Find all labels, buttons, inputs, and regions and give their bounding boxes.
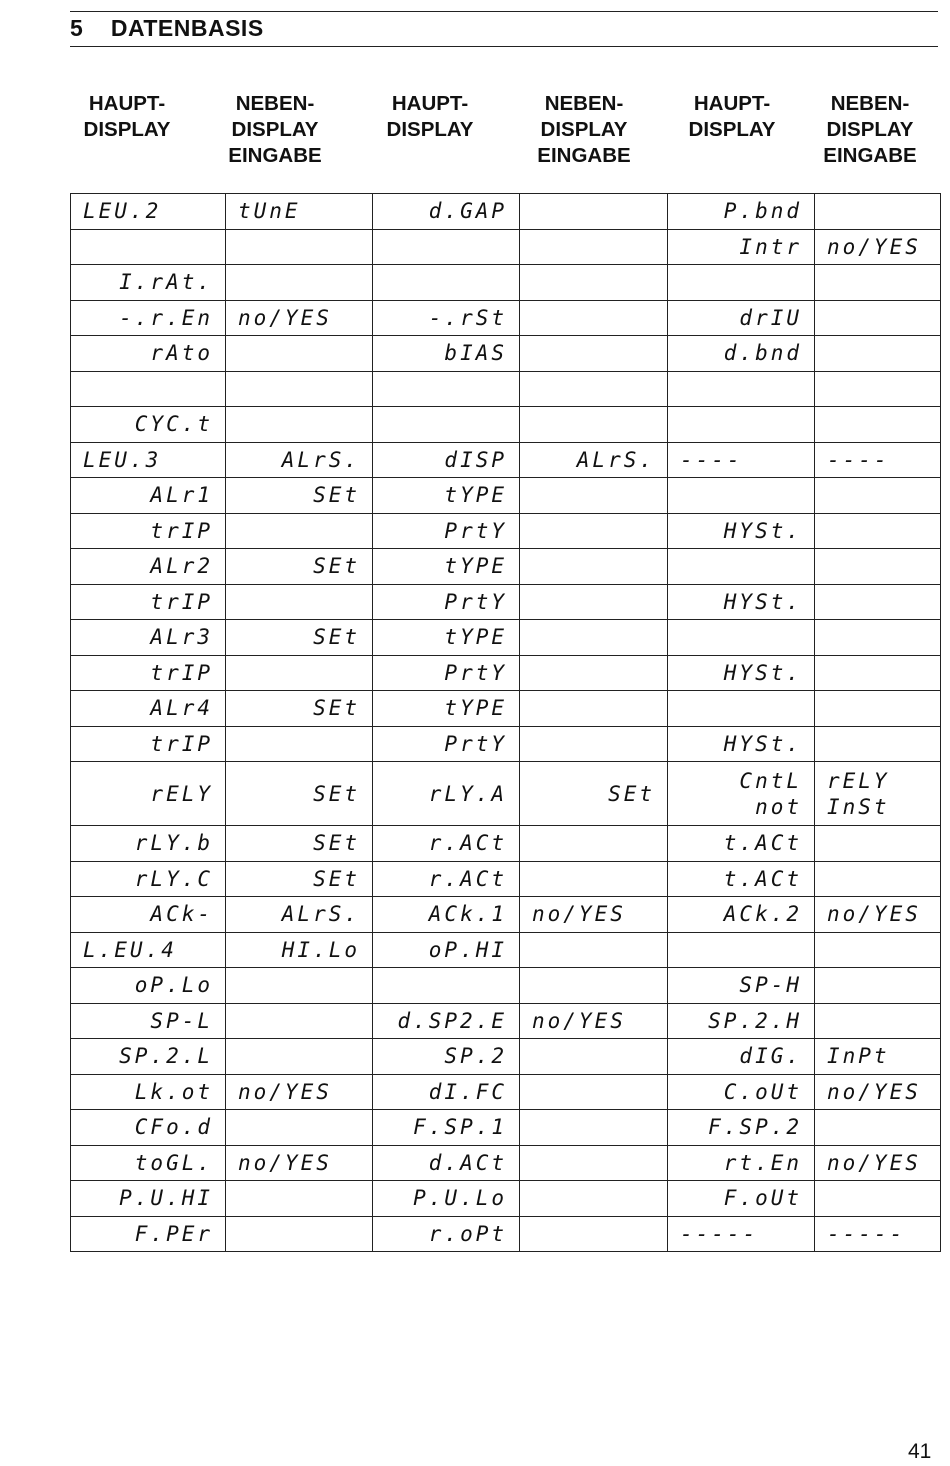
column-header: HAUPT- DISPLAY (688, 92, 776, 141)
table-cell: SEt (226, 762, 373, 826)
table-cell: trIP (71, 584, 226, 620)
table-cell: ACk- (71, 897, 226, 933)
table-cell: r.oPt (373, 1216, 520, 1252)
parameter-table (70, 193, 941, 1252)
table-cell: oP.HI (373, 932, 520, 968)
table-row (71, 336, 941, 372)
table-cell: d.GAP (373, 194, 520, 230)
table-cell: bIAS (373, 336, 520, 372)
column-header: HAUPT- DISPLAY (386, 92, 474, 141)
table-cell: -.r.En (71, 300, 226, 336)
table-cell: PrtY (373, 513, 520, 549)
title-underline (70, 46, 938, 47)
table-cell: F.SP.2 (668, 1110, 815, 1146)
table-row (71, 194, 941, 230)
table-row (71, 584, 941, 620)
table-cell: no/YES (226, 300, 373, 336)
table-cell: rLY.C (71, 861, 226, 897)
table-cell: ----- (668, 1216, 815, 1252)
table-cell (668, 371, 815, 407)
table-cell: rAto (71, 336, 226, 372)
table-cell: no/YES (520, 1003, 668, 1039)
table-cell (815, 336, 941, 372)
table-cell: P.U.HI (71, 1181, 226, 1217)
table-cell: SP-L (71, 1003, 226, 1039)
table-cell: d.SP2.E (373, 1003, 520, 1039)
table-cell: tYPE (373, 691, 520, 727)
table-row (71, 655, 941, 691)
table-cell: SP.2 (373, 1039, 520, 1075)
table-cell: I.rAt. (71, 265, 226, 301)
table-cell: rt.En (668, 1145, 815, 1181)
table-cell: LEU.3 (71, 442, 226, 478)
table-cell: d.bnd (668, 336, 815, 372)
table-cell: ----- (815, 1216, 941, 1252)
table-cell: ALr4 (71, 691, 226, 727)
table-cell (373, 407, 520, 443)
page-number: 41 (908, 1440, 932, 1463)
table-cell (520, 861, 668, 897)
section-title: 5 DATENBASIS (70, 15, 264, 41)
table-cell (668, 691, 815, 727)
column-header: HAUPT- DISPLAY (83, 92, 171, 141)
table-cell: CntL not (668, 762, 815, 826)
table-cell (815, 968, 941, 1004)
table-cell: ALrS. (226, 442, 373, 478)
table-cell: F.oUt (668, 1181, 815, 1217)
table-cell: t.ACt (668, 826, 815, 862)
table-cell: no/YES (815, 897, 941, 933)
table-cell: HI.Lo (226, 932, 373, 968)
table-cell: rELY InSt (815, 762, 941, 826)
table-cell: drIU (668, 300, 815, 336)
table-cell: tYPE (373, 478, 520, 514)
table-cell (668, 478, 815, 514)
table-cell (520, 691, 668, 727)
table-cell (71, 371, 226, 407)
table-cell (226, 726, 373, 762)
table-cell (520, 1145, 668, 1181)
table-cell (668, 407, 815, 443)
table-cell: ACk.2 (668, 897, 815, 933)
table-row (71, 1110, 941, 1146)
table-cell (815, 620, 941, 656)
table-cell: rELY (71, 762, 226, 826)
table-cell: t.ACt (668, 861, 815, 897)
table-cell: LEU.2 (71, 194, 226, 230)
table-row (71, 442, 941, 478)
table-cell (373, 229, 520, 265)
table-cell: SEt (226, 549, 373, 585)
table-cell: PrtY (373, 655, 520, 691)
column-header: NEBEN- DISPLAY EINGABE (823, 92, 917, 167)
table-row (71, 300, 941, 336)
table-row (71, 968, 941, 1004)
table-cell (815, 826, 941, 862)
table-cell (373, 968, 520, 1004)
table-cell (226, 1003, 373, 1039)
table-row (71, 371, 941, 407)
table-cell (226, 229, 373, 265)
table-cell: ALr1 (71, 478, 226, 514)
table-cell: SP-H (668, 968, 815, 1004)
table-cell (520, 513, 668, 549)
table-cell: rLY.A (373, 762, 520, 826)
table-cell (520, 371, 668, 407)
table-cell: ACk.1 (373, 897, 520, 933)
table-row (71, 1003, 941, 1039)
table-cell: no/YES (226, 1074, 373, 1110)
table-cell: r.ACt (373, 826, 520, 862)
table-cell (226, 1110, 373, 1146)
table-cell (226, 655, 373, 691)
table-cell (520, 1074, 668, 1110)
table-cell: InPt (815, 1039, 941, 1075)
table-cell (520, 194, 668, 230)
table-row (71, 1074, 941, 1110)
table-cell: ALrS. (226, 897, 373, 933)
table-cell: L.EU.4 (71, 932, 226, 968)
table-row (71, 549, 941, 585)
table-row (71, 229, 941, 265)
table-cell (815, 584, 941, 620)
table-cell: SEt (226, 691, 373, 727)
table-cell: P.U.Lo (373, 1181, 520, 1217)
table-cell (520, 968, 668, 1004)
column-header: NEBEN- DISPLAY EINGABE (228, 92, 322, 167)
table-cell (520, 265, 668, 301)
table-cell: F.SP.1 (373, 1110, 520, 1146)
table-cell: P.bnd (668, 194, 815, 230)
table-cell: SEt (226, 826, 373, 862)
table-cell: CYC.t (71, 407, 226, 443)
column-headers (72, 91, 940, 181)
table-cell: trIP (71, 726, 226, 762)
table-cell (815, 1003, 941, 1039)
table-cell: CFo.d (71, 1110, 226, 1146)
table-cell (815, 726, 941, 762)
table-cell: oP.Lo (71, 968, 226, 1004)
table-cell (226, 1216, 373, 1252)
table-row (71, 620, 941, 656)
table-cell: trIP (71, 513, 226, 549)
table-cell: no/YES (815, 229, 941, 265)
table-row (71, 407, 941, 443)
top-rule (70, 11, 938, 12)
table-cell: no/YES (226, 1145, 373, 1181)
table-row (71, 1145, 941, 1181)
table-cell: toGL. (71, 1145, 226, 1181)
table-cell: no/YES (520, 897, 668, 933)
table-cell: ALr2 (71, 549, 226, 585)
table-cell: tYPE (373, 549, 520, 585)
table-cell (520, 932, 668, 968)
table-cell: r.ACt (373, 861, 520, 897)
table-cell (815, 371, 941, 407)
table-cell: ---- (815, 442, 941, 478)
table-cell (520, 655, 668, 691)
table-cell (668, 265, 815, 301)
table-cell (520, 726, 668, 762)
table-cell (520, 1110, 668, 1146)
table-cell (520, 826, 668, 862)
table-cell: -.rSt (373, 300, 520, 336)
table-row (71, 762, 941, 826)
table-cell (520, 1039, 668, 1075)
table-cell: no/YES (815, 1074, 941, 1110)
table-cell (815, 265, 941, 301)
table-row (71, 932, 941, 968)
table-cell: SP.2.H (668, 1003, 815, 1039)
table-cell (226, 968, 373, 1004)
table-cell: rLY.b (71, 826, 226, 862)
table-cell (520, 336, 668, 372)
table-cell: C.oUt (668, 1074, 815, 1110)
table-cell (520, 1181, 668, 1217)
table-row (71, 861, 941, 897)
table-cell (520, 549, 668, 585)
table-cell (520, 300, 668, 336)
table-cell: F.PEr (71, 1216, 226, 1252)
table-cell (520, 229, 668, 265)
table-cell (226, 265, 373, 301)
table-cell (668, 620, 815, 656)
table-cell (520, 584, 668, 620)
table-cell: d.ACt (373, 1145, 520, 1181)
table-cell: Lk.ot (71, 1074, 226, 1110)
table-cell (520, 620, 668, 656)
table-cell (226, 407, 373, 443)
table-cell (226, 584, 373, 620)
table-cell: ALrS. (520, 442, 668, 478)
table-cell: HYSt. (668, 726, 815, 762)
column-header: NEBEN- DISPLAY EINGABE (537, 92, 631, 167)
table-cell: ALr3 (71, 620, 226, 656)
table-cell (668, 549, 815, 585)
table-cell: tUnE (226, 194, 373, 230)
table-cell (815, 194, 941, 230)
table-cell (373, 265, 520, 301)
table-cell: ---- (668, 442, 815, 478)
table-row (71, 826, 941, 862)
table-cell (815, 1110, 941, 1146)
table-cell (373, 371, 520, 407)
table-cell: SEt (226, 861, 373, 897)
table-cell (226, 1039, 373, 1075)
table-cell (815, 691, 941, 727)
table-cell (815, 655, 941, 691)
table-cell: dIG. (668, 1039, 815, 1075)
table-cell (815, 407, 941, 443)
table-row (71, 1039, 941, 1075)
table-cell (668, 932, 815, 968)
table-cell: trIP (71, 655, 226, 691)
table-row (71, 726, 941, 762)
table-cell (520, 478, 668, 514)
table-cell (815, 478, 941, 514)
table-row (71, 265, 941, 301)
table-cell: HYSt. (668, 655, 815, 691)
table-cell: HYSt. (668, 513, 815, 549)
table-cell: Intr (668, 229, 815, 265)
table-cell (815, 300, 941, 336)
table-cell (520, 1216, 668, 1252)
table-cell: dISP (373, 442, 520, 478)
table-cell: HYSt. (668, 584, 815, 620)
table-cell: SEt (226, 478, 373, 514)
table-cell: SP.2.L (71, 1039, 226, 1075)
table-cell: dI.FC (373, 1074, 520, 1110)
table-cell (815, 549, 941, 585)
table-row (71, 691, 941, 727)
table-row (71, 1181, 941, 1217)
table-cell: SEt (520, 762, 668, 826)
table-row (71, 1216, 941, 1252)
table-row (71, 897, 941, 933)
table-cell: tYPE (373, 620, 520, 656)
table-cell (520, 407, 668, 443)
table-cell (815, 932, 941, 968)
table-cell (815, 513, 941, 549)
table-cell: no/YES (815, 1145, 941, 1181)
table-cell (226, 513, 373, 549)
table-cell: PrtY (373, 726, 520, 762)
table-cell (226, 336, 373, 372)
table-row (71, 478, 941, 514)
table-cell: SEt (226, 620, 373, 656)
table-row (71, 513, 941, 549)
table-cell (815, 861, 941, 897)
table-cell (815, 1181, 941, 1217)
table-cell (71, 229, 226, 265)
table-cell (226, 371, 373, 407)
table-cell (226, 1181, 373, 1217)
table-cell: PrtY (373, 584, 520, 620)
